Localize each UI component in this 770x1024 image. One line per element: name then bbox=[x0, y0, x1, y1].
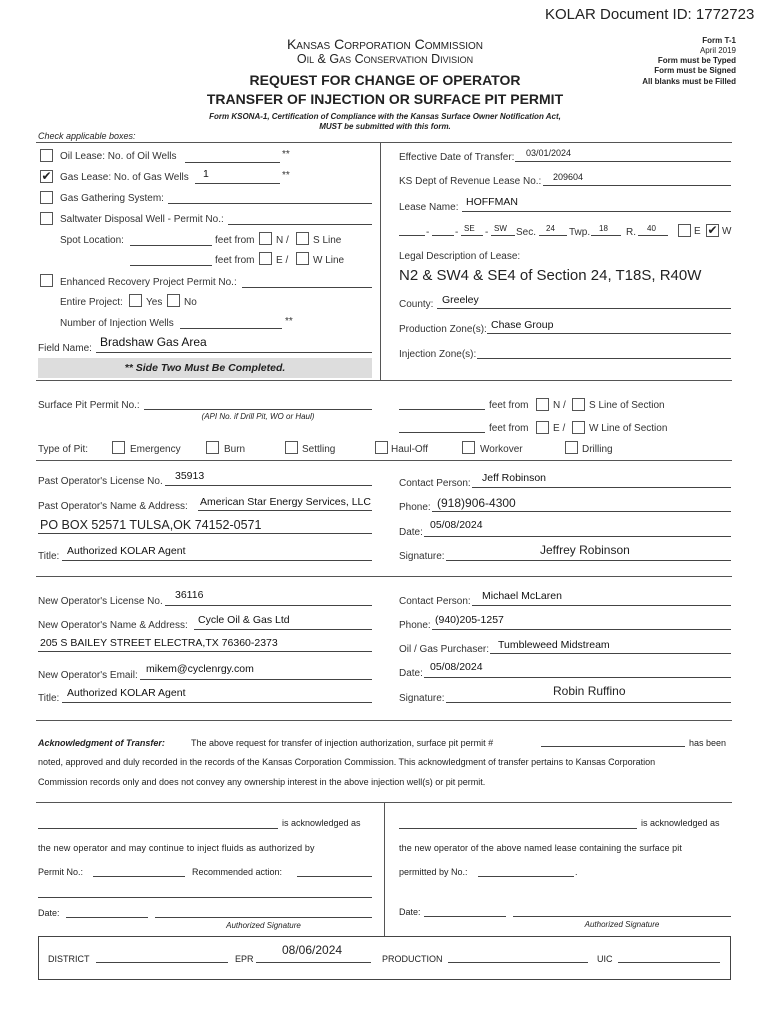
pit-s-checkbox[interactable] bbox=[572, 398, 585, 411]
oil-wells-field[interactable] bbox=[185, 162, 280, 163]
gas-gathering-checkbox[interactable] bbox=[40, 191, 53, 204]
twp-value: 18 bbox=[599, 224, 608, 233]
legal-desc-value: N2 & SW4 & SE4 of Section 24, T18S, R40W bbox=[399, 267, 702, 284]
form-title-2: TRANSFER OF INJECTION OR SURFACE PIT PERMIT bbox=[206, 91, 564, 107]
new-date-value: 05/08/2024 bbox=[430, 661, 483, 673]
past-address-value: PO BOX 52571 TULSA,OK 74152-0571 bbox=[40, 518, 262, 532]
new-license-field[interactable] bbox=[165, 605, 372, 606]
past-license-value: 35913 bbox=[175, 470, 205, 482]
drilling-checkbox[interactable] bbox=[565, 441, 578, 454]
past-name-label: Past Operator's Name & Address: bbox=[38, 501, 188, 512]
gas-wells-field[interactable] bbox=[195, 183, 280, 184]
new-email-value: mikem@cyclenrgy.com bbox=[146, 663, 254, 675]
injection-zone-label: Injection Zone(s): bbox=[399, 349, 477, 360]
quarter-3-field[interactable] bbox=[461, 235, 483, 236]
ksdor-label: KS Dept of Revenue Lease No.: bbox=[399, 176, 542, 187]
pit-ns-feet-field[interactable] bbox=[399, 409, 485, 410]
check-boxes-label: Check applicable boxes: bbox=[38, 131, 136, 141]
past-license-field[interactable] bbox=[165, 485, 372, 486]
ack-recommended-action-label: Recommended action: bbox=[192, 867, 283, 877]
swd-permit-field[interactable] bbox=[228, 224, 372, 225]
quarter-4-field[interactable] bbox=[491, 235, 515, 236]
pit-w-checkbox[interactable] bbox=[572, 421, 585, 434]
ksdor-field[interactable] bbox=[543, 185, 731, 186]
lease-name-field[interactable] bbox=[462, 211, 731, 212]
field-name-label: Field Name: bbox=[38, 343, 92, 354]
w-checkbox[interactable] bbox=[296, 252, 309, 265]
injection-wells-label: Number of Injection Wells bbox=[60, 318, 174, 329]
range-w-label: W bbox=[722, 226, 732, 237]
burn-checkbox[interactable] bbox=[206, 441, 219, 454]
new-contact-label: Contact Person: bbox=[399, 596, 471, 607]
pit-ew-feet-field[interactable] bbox=[399, 432, 485, 433]
past-contact-value: Jeff Robinson bbox=[482, 472, 547, 484]
column-divider bbox=[380, 142, 381, 380]
pit-s-label: S Line of Section bbox=[589, 400, 665, 411]
new-license-value: 36116 bbox=[175, 589, 204, 601]
entire-project-label: Entire Project: bbox=[60, 297, 123, 308]
settling-label: Settling bbox=[302, 444, 336, 455]
district-field[interactable] bbox=[96, 962, 228, 963]
past-date-value: 05/08/2024 bbox=[430, 519, 483, 531]
ksdor-value: 209604 bbox=[553, 172, 584, 182]
new-phone-field[interactable] bbox=[432, 629, 731, 630]
n-checkbox[interactable] bbox=[259, 232, 272, 245]
gas-gathering-field[interactable] bbox=[168, 203, 372, 204]
no-checkbox[interactable] bbox=[167, 294, 180, 307]
pit-e-checkbox[interactable] bbox=[536, 421, 549, 434]
ack-permitted-by-label: permitted by No.: bbox=[399, 867, 468, 877]
feet-from-label: feet from bbox=[215, 235, 255, 246]
past-license-label: Past Operator's License No. bbox=[38, 476, 163, 487]
ack-line-2: noted, approved and duly recorded in the records of the Kansas Corporation Commission. This acknowledgment of transfer pertains to Kansas Corporation bbox=[38, 757, 656, 767]
purchaser-field[interactable] bbox=[490, 653, 731, 654]
past-date-field[interactable] bbox=[424, 536, 731, 537]
past-address-field[interactable] bbox=[38, 533, 372, 534]
form-date: April 2019 bbox=[699, 46, 736, 55]
divider bbox=[36, 720, 732, 721]
production-field[interactable] bbox=[448, 962, 588, 963]
new-signature-label: Signature: bbox=[399, 693, 445, 704]
eor-label: Enhanced Recovery Project Permit No.: bbox=[60, 277, 237, 288]
new-title-value: Authorized KOLAR Agent bbox=[67, 687, 186, 699]
ksona-note-2: MUST be submitted with this form. bbox=[319, 122, 451, 131]
ack-line-1: The above request for transfer of injection authorization, surface pit permit # bbox=[191, 738, 494, 748]
effective-date-label: Effective Date of Transfer: bbox=[399, 152, 515, 163]
purchaser-label: Oil / Gas Purchaser: bbox=[399, 644, 490, 655]
burn-label: Burn bbox=[224, 444, 246, 455]
workover-checkbox[interactable] bbox=[462, 441, 475, 454]
new-date-field[interactable] bbox=[424, 677, 731, 678]
divider bbox=[36, 460, 732, 461]
emergency-label: Emergency bbox=[130, 444, 181, 455]
ack-left-operator-field[interactable] bbox=[38, 828, 278, 829]
division-name: Oil & Gas Conservation Division bbox=[296, 52, 474, 66]
type-of-pit-label: Type of Pit: bbox=[38, 444, 89, 455]
new-name-value: Cycle Oil & Gas Ltd bbox=[198, 614, 290, 626]
drilling-label: Drilling bbox=[582, 444, 613, 455]
side-two-note: ** Side Two Must Be Completed. bbox=[124, 362, 286, 374]
ack-right-date-field[interactable] bbox=[424, 916, 506, 917]
form-note-signed: Form must be Signed bbox=[654, 66, 736, 75]
divider bbox=[36, 380, 732, 381]
gas-lease-checkbox[interactable]: ✔ bbox=[41, 169, 52, 183]
column-divider bbox=[384, 802, 385, 936]
gas-gathering-label: Gas Gathering System: bbox=[60, 193, 164, 204]
ack-left-signature-field[interactable] bbox=[155, 917, 372, 918]
no-label: No bbox=[184, 297, 197, 308]
past-name-value: American Star Energy Services, LLC bbox=[200, 496, 371, 508]
kolar-document-id: KOLAR Document ID: 1772723 bbox=[545, 6, 755, 23]
new-signature-value: Robin Ruffino bbox=[553, 684, 626, 698]
county-label: County: bbox=[399, 299, 434, 310]
ack-left-authorized-signature: Authorized Signature bbox=[226, 921, 301, 930]
sec-value: 24 bbox=[546, 224, 555, 233]
new-title-label: Title: bbox=[38, 693, 60, 704]
oil-lease-checkbox[interactable] bbox=[40, 149, 53, 162]
past-date-label: Date: bbox=[399, 527, 423, 538]
pit-n-label: N / bbox=[553, 400, 566, 411]
ack-line-3: Commission records only and does not convey any ownership interest in the above injection well(s) or pit permit. bbox=[38, 777, 486, 787]
past-phone-field[interactable] bbox=[432, 511, 731, 512]
ack-right-date-label: Date: bbox=[399, 907, 421, 917]
new-address-value: 205 S BAILEY STREET ELECTRA,TX 76360-2373 bbox=[40, 637, 278, 649]
pit-n-checkbox[interactable] bbox=[536, 398, 549, 411]
ack-line-1-end: has been bbox=[689, 738, 727, 748]
quarter-3-value: SE bbox=[464, 224, 475, 233]
new-email-label: New Operator's Email: bbox=[38, 670, 138, 681]
range-e-checkbox[interactable] bbox=[678, 224, 691, 237]
uic-field[interactable] bbox=[618, 962, 720, 963]
range-e-label: E bbox=[694, 226, 701, 237]
past-title-value: Authorized KOLAR Agent bbox=[67, 545, 186, 557]
past-title-label: Title: bbox=[38, 551, 60, 562]
quarter-2-field[interactable] bbox=[432, 235, 454, 236]
new-contact-value: Michael McLaren bbox=[482, 590, 562, 602]
n-label: N / bbox=[276, 235, 289, 246]
new-name-field[interactable] bbox=[194, 629, 372, 630]
lease-name-value: HOFFMAN bbox=[466, 196, 518, 208]
pit-permit-field[interactable] bbox=[144, 409, 372, 410]
purchaser-value: Tumbleweed Midstream bbox=[498, 639, 610, 651]
county-field[interactable] bbox=[437, 308, 731, 309]
new-name-label: New Operator's Name & Address: bbox=[38, 620, 188, 631]
new-signature-field[interactable] bbox=[446, 702, 731, 703]
new-phone-value: (940)205-1257 bbox=[435, 614, 504, 626]
ack-left-extra-field[interactable] bbox=[38, 897, 372, 898]
double-asterisk: ** bbox=[282, 170, 290, 181]
lease-name-label: Lease Name: bbox=[399, 202, 459, 213]
range-value: 40 bbox=[647, 224, 656, 233]
form-number: Form T-1 bbox=[702, 36, 736, 45]
production-zone-value: Chase Group bbox=[491, 319, 554, 331]
api-note: (API No. if Drill Pit, WO or Haul) bbox=[201, 412, 315, 421]
new-date-label: Date: bbox=[399, 668, 423, 679]
settling-checkbox[interactable] bbox=[285, 441, 298, 454]
ack-heading: Acknowledgment of Transfer: bbox=[38, 738, 165, 748]
eor-permit-field[interactable] bbox=[242, 287, 372, 288]
ksona-note-1: Form KSONA-1, Certification of Compliance with the Kansas Surface Owner Notification Act, bbox=[209, 112, 561, 121]
ack-pit-permit-field[interactable] bbox=[541, 746, 685, 747]
new-contact-field[interactable] bbox=[472, 605, 731, 606]
new-title-field[interactable] bbox=[62, 702, 372, 703]
ack-permitted-by-field[interactable] bbox=[478, 876, 574, 877]
epr-field[interactable] bbox=[256, 962, 371, 963]
gas-lease-label: Gas Lease: No. of Gas Wells bbox=[60, 172, 189, 183]
legal-desc-label: Legal Description of Lease: bbox=[399, 251, 521, 262]
divider bbox=[36, 576, 732, 577]
new-email-field[interactable] bbox=[140, 679, 372, 680]
workover-label: Workover bbox=[480, 444, 523, 455]
uic-label: UIC bbox=[597, 954, 613, 964]
hauloff-label: Haul-Off bbox=[391, 444, 429, 455]
field-name-field[interactable] bbox=[96, 352, 372, 353]
epr-date-value: 08/06/2024 bbox=[282, 943, 343, 957]
pit-e-label: E / bbox=[553, 423, 566, 434]
form-title-1: REQUEST FOR CHANGE OF OPERATOR bbox=[249, 72, 521, 88]
county-value: Greeley bbox=[442, 294, 479, 306]
new-license-label: New Operator's License No. bbox=[38, 596, 163, 607]
ack-permit-no-field[interactable] bbox=[93, 876, 185, 877]
ack-right-text: the new operator of the above named lease containing the surface pit bbox=[399, 843, 682, 853]
e-checkbox[interactable] bbox=[259, 252, 272, 265]
effective-date-field[interactable] bbox=[515, 161, 731, 162]
effective-date-value: 03/01/2024 bbox=[526, 148, 572, 158]
spot-ns-feet-field[interactable] bbox=[130, 245, 212, 246]
past-title-field[interactable] bbox=[62, 560, 372, 561]
twp-label: Twp. bbox=[569, 227, 591, 238]
yes-label: Yes bbox=[146, 297, 163, 308]
eor-checkbox[interactable] bbox=[40, 274, 53, 287]
emergency-checkbox[interactable] bbox=[112, 441, 125, 454]
ack-right-operator-field[interactable] bbox=[399, 828, 637, 829]
ack-recommended-action-field[interactable] bbox=[297, 876, 372, 877]
twp-field[interactable] bbox=[591, 235, 621, 236]
oil-lease-label: Oil Lease: No. of Oil Wells bbox=[60, 151, 177, 162]
ack-permit-no-label: Permit No.: bbox=[38, 867, 84, 877]
feet-from-label: feet from bbox=[215, 255, 255, 266]
epr-label: EPR bbox=[235, 954, 254, 964]
past-phone-label: Phone: bbox=[399, 502, 431, 513]
pit-w-label: W Line of Section bbox=[589, 423, 668, 434]
ack-right-authorized-signature: Authorized Signature bbox=[584, 920, 660, 929]
pit-permit-label: Surface Pit Permit No.: bbox=[38, 400, 140, 411]
r-label: R. bbox=[626, 227, 636, 238]
yes-checkbox[interactable] bbox=[129, 294, 142, 307]
quarter-4-value: SW bbox=[494, 224, 507, 233]
hauloff-checkbox[interactable] bbox=[375, 441, 388, 454]
production-label: PRODUCTION bbox=[382, 954, 443, 964]
new-phone-label: Phone: bbox=[399, 620, 431, 631]
gas-wells-value: 1 bbox=[203, 168, 209, 180]
swd-checkbox[interactable] bbox=[40, 212, 53, 225]
ack-right-signature-field[interactable] bbox=[513, 916, 731, 917]
swd-label: Saltwater Disposal Well - Permit No.: bbox=[60, 214, 224, 225]
s-checkbox[interactable] bbox=[296, 232, 309, 245]
double-asterisk: ** bbox=[285, 316, 293, 327]
ack-left-date-label: Date: bbox=[38, 908, 60, 918]
spot-location-label: Spot Location: bbox=[60, 235, 124, 246]
production-zone-field[interactable] bbox=[487, 333, 731, 334]
past-signature-field[interactable] bbox=[446, 560, 731, 561]
past-contact-label: Contact Person: bbox=[399, 478, 471, 489]
past-name-field[interactable] bbox=[198, 510, 372, 511]
district-label: DISTRICT bbox=[48, 954, 90, 964]
form-note-filled: All blanks must be Filled bbox=[642, 77, 736, 86]
quarter-1-field[interactable] bbox=[399, 235, 425, 236]
e-label: E / bbox=[276, 255, 289, 266]
new-address-field[interactable] bbox=[38, 651, 372, 652]
spot-ew-feet-field[interactable] bbox=[130, 265, 212, 266]
injection-zone-field[interactable] bbox=[477, 358, 731, 359]
sec-label: Sec. bbox=[516, 227, 537, 238]
w-line-label: W Line bbox=[313, 255, 345, 266]
past-signature-label: Signature: bbox=[399, 551, 445, 562]
production-zone-label: Production Zone(s): bbox=[399, 324, 487, 335]
ack-left-text: the new operator and may continue to inject fluids as authorized by bbox=[38, 843, 315, 853]
feet-from-label: feet from bbox=[489, 423, 529, 434]
sec-field[interactable] bbox=[539, 235, 567, 236]
past-signature-value: Jeffrey Robinson bbox=[540, 543, 630, 557]
past-contact-field[interactable] bbox=[472, 487, 731, 488]
ack-right-is-acknowledged: is acknowledged as bbox=[641, 818, 720, 828]
form-note-typed: Form must be Typed bbox=[657, 56, 736, 65]
agency-name: Kansas Corporation Commission bbox=[286, 36, 484, 52]
double-asterisk: ** bbox=[282, 149, 290, 160]
injection-wells-field[interactable] bbox=[180, 328, 282, 329]
past-phone-value: (918)906-4300 bbox=[437, 496, 516, 510]
divider bbox=[36, 142, 732, 143]
range-field[interactable] bbox=[638, 235, 668, 236]
feet-from-label: feet from bbox=[489, 400, 529, 411]
field-name-value: Bradshaw Gas Area bbox=[100, 335, 207, 349]
ack-left-is-acknowledged: is acknowledged as bbox=[282, 818, 361, 828]
s-line-label: S Line bbox=[313, 235, 342, 246]
range-w-checkbox[interactable]: ✔ bbox=[707, 223, 718, 237]
ack-left-date-field[interactable] bbox=[66, 917, 148, 918]
